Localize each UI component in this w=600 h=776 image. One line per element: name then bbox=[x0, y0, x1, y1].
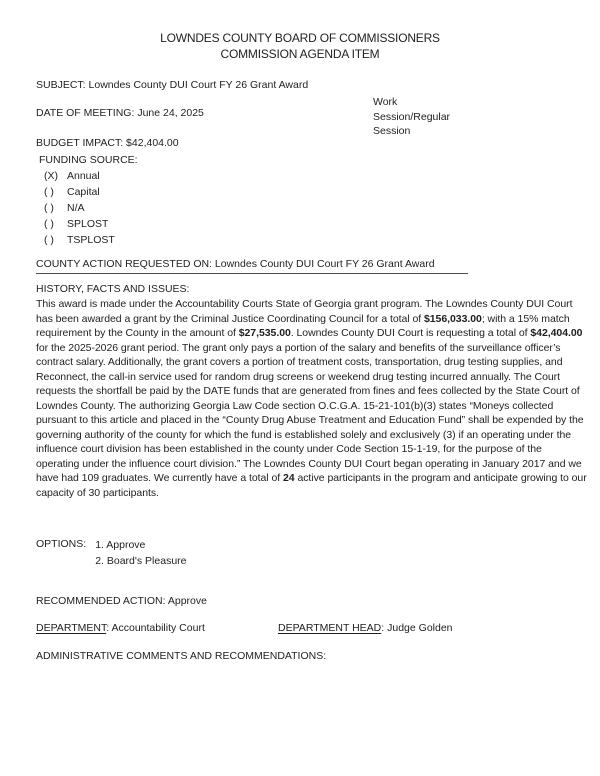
funding-option-annual bbox=[44, 170, 115, 186]
department-head-value: Judge Golden bbox=[387, 622, 453, 634]
funding-source-label: FUNDING SOURCE: bbox=[39, 154, 138, 166]
funding-option-splost bbox=[44, 218, 115, 234]
funding-option-label: TSPLOST bbox=[67, 234, 115, 246]
subject-line bbox=[36, 79, 308, 91]
funding-source-options bbox=[44, 170, 115, 250]
department-colon: : bbox=[106, 622, 110, 634]
funding-option-tsplost bbox=[44, 234, 115, 250]
department-line bbox=[36, 622, 576, 634]
funding-option-na bbox=[44, 202, 115, 218]
page-title: LOWNDES COUNTY BOARD OF COMMISSIONERS bbox=[160, 31, 440, 45]
meeting-date-line bbox=[36, 107, 204, 119]
option-item-boards-pleasure: 2. Board's Pleasure bbox=[95, 554, 187, 567]
option-item-approve: 1. Approve bbox=[95, 539, 146, 551]
department-head-colon: : bbox=[381, 622, 385, 634]
funding-option-label: Capital bbox=[67, 186, 100, 198]
county-action-label: COUNTY ACTION REQUESTED ON: bbox=[36, 258, 212, 270]
options-label: OPTIONS: bbox=[36, 538, 87, 550]
department-label: DEPARTMENT bbox=[36, 622, 107, 634]
administrative-comments-heading: ADMINISTRATIVE COMMENTS AND RECOMMENDATIONS: bbox=[36, 650, 327, 662]
funding-option-label: N/A bbox=[67, 202, 85, 214]
checkbox-mark: (X) bbox=[44, 170, 58, 182]
session-type: Work Session/Regular Session bbox=[373, 96, 451, 137]
options-items bbox=[95, 538, 186, 569]
recommended-action-line bbox=[36, 595, 207, 607]
budget-impact-line bbox=[36, 137, 179, 149]
checkbox-mark: ( ) bbox=[44, 218, 54, 230]
budget-impact-value: $42,404.00 bbox=[126, 137, 179, 149]
checkbox-mark: ( ) bbox=[44, 234, 54, 246]
recommended-action-value: Approve bbox=[167, 595, 207, 607]
funding-option-capital bbox=[44, 186, 115, 202]
page-subtitle: COMMISSION AGENDA ITEM bbox=[220, 47, 380, 61]
department-value: Accountability Court bbox=[111, 622, 205, 634]
checkbox-mark: ( ) bbox=[44, 202, 54, 214]
department-head-label: DEPARTMENT HEAD bbox=[278, 622, 382, 634]
county-action-value: Lowndes County DUI Court FY 26 Grant Award bbox=[214, 258, 435, 270]
recommended-action-label: RECOMMENDED ACTION: bbox=[36, 595, 166, 607]
subject-value: Lowndes County DUI Court FY 26 Grant Award bbox=[88, 79, 309, 91]
options-section bbox=[36, 538, 187, 569]
funding-option-label: SPLOST bbox=[67, 218, 109, 230]
department-head-group bbox=[278, 622, 453, 634]
budget-impact-label: BUDGET IMPACT: bbox=[36, 137, 124, 149]
meeting-date-label: DATE OF MEETING: bbox=[36, 107, 135, 119]
county-action-line bbox=[36, 258, 468, 274]
checkbox-mark: ( ) bbox=[44, 186, 54, 198]
subject-label: SUBJECT: bbox=[36, 79, 86, 91]
funding-option-label: Annual bbox=[67, 170, 100, 182]
document-header bbox=[0, 30, 600, 62]
history-paragraph: This award is made under the Accountability Courts State of Georgia grant program. The Lowndes County DUI Court has been awarded a grant by the Criminal Justice Coordinating Council for a total of $156,033.00; with a 15% match requirement by the County in the amount of $27,535.00. Lowndes County DUI Court is requesting a total of $42,404.00 for the 2025-2026 grant period. The grant only pays a portion of the salary and benefits of the surveillance officer’s contract salary. Additionally, the grant covers a portion of treatment costs, transportation, drug testing supplies, and Reconnect, the call-in service used for random drug screens or weekend drug testing incurred annually. The Court requests the shortfall be paid by the DATE funds that are generated from fines and fees collected by the State Court of Lowndes County. The authorizing Georgia Law Code section O.C.G.A. 15-21-101(b)(3) states “Moneys collected pursuant to this article and placed in the “County Drug Abuse Treatment and Education Fund” shall be expended by the governing authority of the county for which the fund is established solely and exclusively (3) if an operating under the influence court division has been established in the county under Code Section 15-1-19, for the purpose of the operating under the influence court division.” The Lowndes County DUI Court began operating in January 2017 and we have had 109 graduates. We currently have a total of 24 active participants in the program and anticipate growing to our capacity of 30 participants. bbox=[36, 298, 587, 499]
meeting-date-value: June 24, 2025 bbox=[137, 107, 204, 119]
department-group bbox=[36, 622, 205, 634]
history-heading: HISTORY, FACTS AND ISSUES: bbox=[36, 283, 190, 295]
